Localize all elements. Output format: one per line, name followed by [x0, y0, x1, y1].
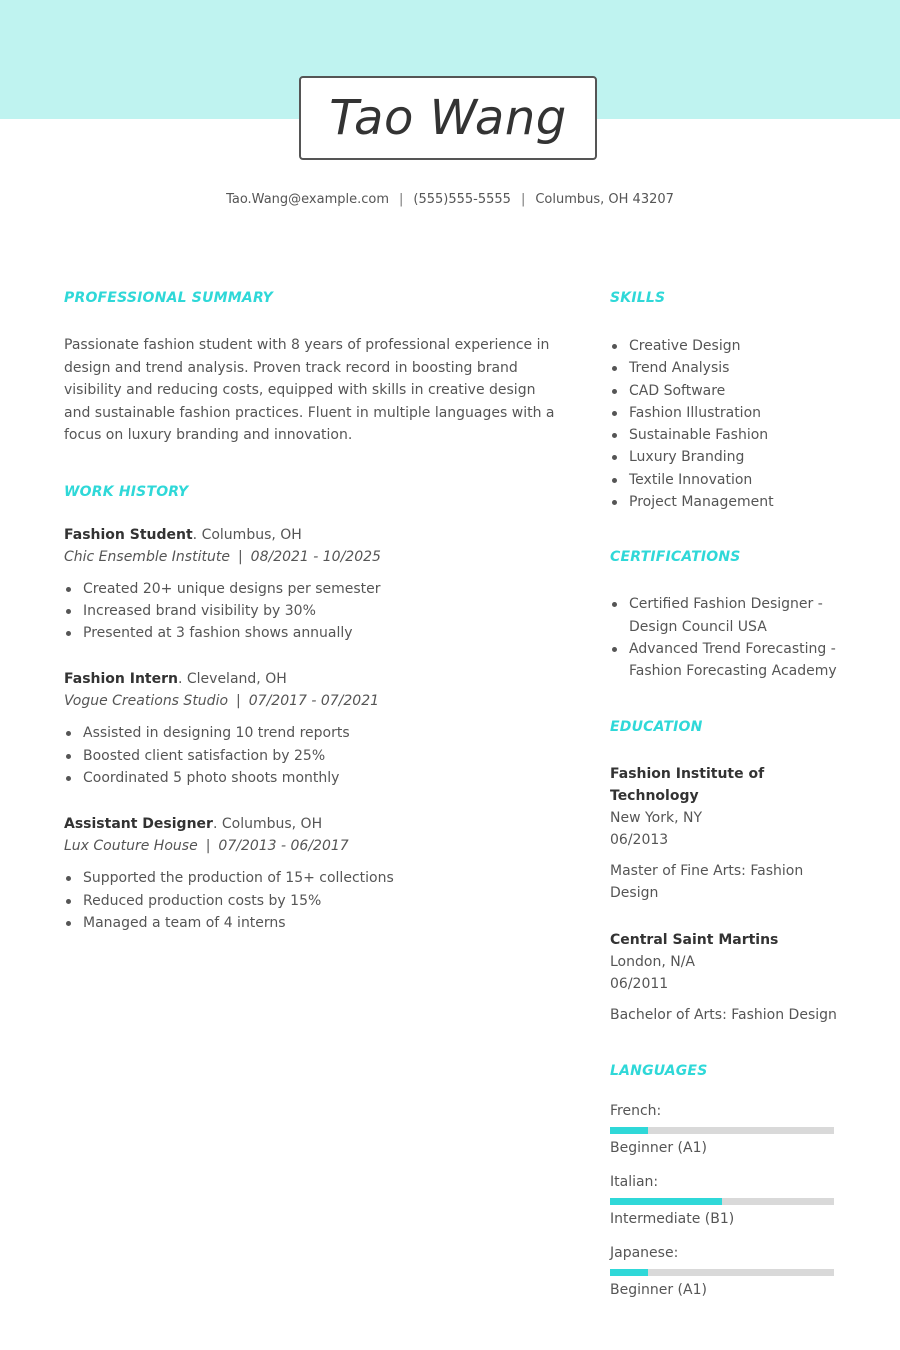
- language-bar: [610, 1127, 834, 1134]
- language-level: Intermediate (B1): [610, 1210, 735, 1227]
- language-entry: [610, 1243, 840, 1300]
- job-company: Vogue Creations Studio: [64, 693, 229, 710]
- job-separator: |: [205, 838, 211, 855]
- education-entry: [610, 929, 840, 1026]
- job-company-dates: [64, 546, 559, 568]
- certification-title: Certified Fashion Designer -: [629, 596, 823, 613]
- job-role: Fashion Student: [64, 526, 193, 543]
- certification-issuer: Design Council USA: [629, 618, 767, 635]
- education-place: New York, NY: [610, 809, 703, 826]
- job-bullets: [64, 867, 559, 934]
- job-bullets: [64, 578, 559, 645]
- skill-item: CAD Software: [610, 380, 840, 402]
- language-name: French:: [610, 1102, 662, 1119]
- education-place: London, N/A: [610, 953, 695, 970]
- language-entry: [610, 1172, 840, 1229]
- skills-section: [610, 290, 840, 513]
- job-bullet: Coordinated 5 photo shoots monthly: [64, 767, 559, 789]
- job-title-line: [64, 524, 559, 546]
- job-role: Assistant Designer: [64, 816, 213, 833]
- skills-heading: SKILLS: [610, 290, 666, 306]
- education-entry: [610, 763, 840, 904]
- skill-item: Project Management: [610, 491, 840, 513]
- main-column: [64, 290, 559, 934]
- contact-phone: (555)555-5555: [413, 192, 511, 207]
- language-bar-fill: [610, 1198, 722, 1205]
- language-entry: [610, 1101, 840, 1158]
- job-bullet: Supported the production of 15+ collections: [64, 867, 559, 889]
- education-degree-cont: Design: [610, 884, 659, 901]
- education-heading: EDUCATION: [610, 718, 703, 735]
- summary-heading: PROFESSIONAL SUMMARY: [64, 290, 273, 306]
- skill-item: Sustainable Fashion: [610, 424, 840, 446]
- education-date: 06/2011: [610, 975, 669, 992]
- job-bullet: Created 20+ unique designs per semester: [64, 578, 559, 600]
- job-separator: |: [237, 548, 243, 565]
- education-degree: Master of Fine Arts: Fashion: [610, 862, 804, 879]
- contact-separator: |: [399, 192, 404, 207]
- languages-section: [610, 1063, 840, 1300]
- work-history-section: [64, 484, 559, 935]
- job-title-line: [64, 668, 559, 690]
- job-separator: |: [236, 693, 241, 710]
- certification-item: [610, 593, 840, 638]
- job-company: Chic Ensemble Institute: [64, 548, 230, 565]
- education-school: Fashion Institute of Technology: [610, 765, 765, 804]
- education-date: 06/2013: [610, 831, 669, 848]
- job-dates: 07/2017 - 07/2021: [248, 693, 380, 710]
- job-bullet: Presented at 3 fashion shows annually: [64, 622, 559, 644]
- job-dates: 08/2021 - 10/2025: [250, 548, 381, 565]
- language-name: Japanese:: [610, 1244, 679, 1261]
- certification-title: Advanced Trend Forecasting -: [629, 640, 836, 657]
- side-column: [610, 290, 840, 1300]
- summary-text: Passionate fashion student with 8 years of professional experience in design and trend analysis. Proven track record in boosting brand visibility and reducing costs, equipped with skills in creative design and sustainable fashion practices. Fluent in multiple languages with a focus on luxury branding and innovation.: [64, 337, 555, 443]
- job-title-line: [64, 813, 559, 835]
- job-location: . Columbus, OH: [212, 816, 323, 833]
- language-bar: [610, 1269, 834, 1276]
- language-bar-fill: [610, 1127, 648, 1134]
- job-bullet: Increased brand visibility by 30%: [64, 600, 559, 622]
- language-level: Beginner (A1): [610, 1139, 707, 1156]
- language-level: Beginner (A1): [610, 1281, 707, 1298]
- contact-separator: |: [520, 192, 526, 207]
- education-school: Central Saint Martins: [610, 931, 779, 948]
- skill-item: Creative Design: [610, 335, 840, 357]
- skills-list: [610, 335, 840, 513]
- job-company-dates: [64, 690, 559, 712]
- job-location: . Columbus, OH: [192, 526, 302, 543]
- candidate-name: Tao Wang: [329, 90, 567, 146]
- languages-heading: LANGUAGES: [610, 1062, 708, 1079]
- certifications-list: [610, 593, 840, 682]
- job-bullet: Managed a team of 4 interns: [64, 912, 559, 934]
- job-bullet: Reduced production costs by 15%: [64, 890, 559, 912]
- job-entry: [64, 813, 559, 934]
- language-bar-fill: [610, 1269, 648, 1276]
- certifications-section: [610, 549, 840, 682]
- contact-email: Tao.Wang@example.com: [226, 192, 390, 207]
- job-bullet: Assisted in designing 10 trend reports: [64, 722, 559, 744]
- job-entry: [64, 524, 559, 645]
- job-company-dates: [64, 835, 559, 857]
- job-company: Lux Couture House: [64, 838, 198, 855]
- language-name: Italian:: [610, 1173, 659, 1190]
- job-entry: [64, 668, 559, 789]
- name-box: [299, 76, 597, 160]
- education-degree: Bachelor of Arts: Fashion Design: [610, 1006, 837, 1023]
- certification-item: [610, 638, 840, 683]
- job-dates: 07/2013 - 06/2017: [218, 838, 349, 855]
- skill-item: Luxury Branding: [610, 446, 840, 468]
- summary-section: [64, 290, 559, 447]
- job-location: . Cleveland, OH: [177, 671, 287, 688]
- job-role: Fashion Intern: [64, 671, 178, 688]
- education-section: [610, 719, 840, 1026]
- skill-item: Trend Analysis: [610, 357, 840, 379]
- certifications-heading: CERTIFICATIONS: [610, 549, 741, 566]
- language-bar: [610, 1198, 834, 1205]
- certification-issuer: Fashion Forecasting Academy: [629, 663, 837, 680]
- skill-item: Fashion Illustration: [610, 402, 840, 424]
- job-bullets: [64, 722, 559, 789]
- contact-location: Columbus, OH 43207: [535, 192, 674, 207]
- job-bullet: Boosted client satisfaction by 25%: [64, 745, 559, 767]
- skill-item: Textile Innovation: [610, 469, 840, 491]
- work-history-heading: WORK HISTORY: [64, 483, 189, 500]
- contact-line: [0, 192, 900, 207]
